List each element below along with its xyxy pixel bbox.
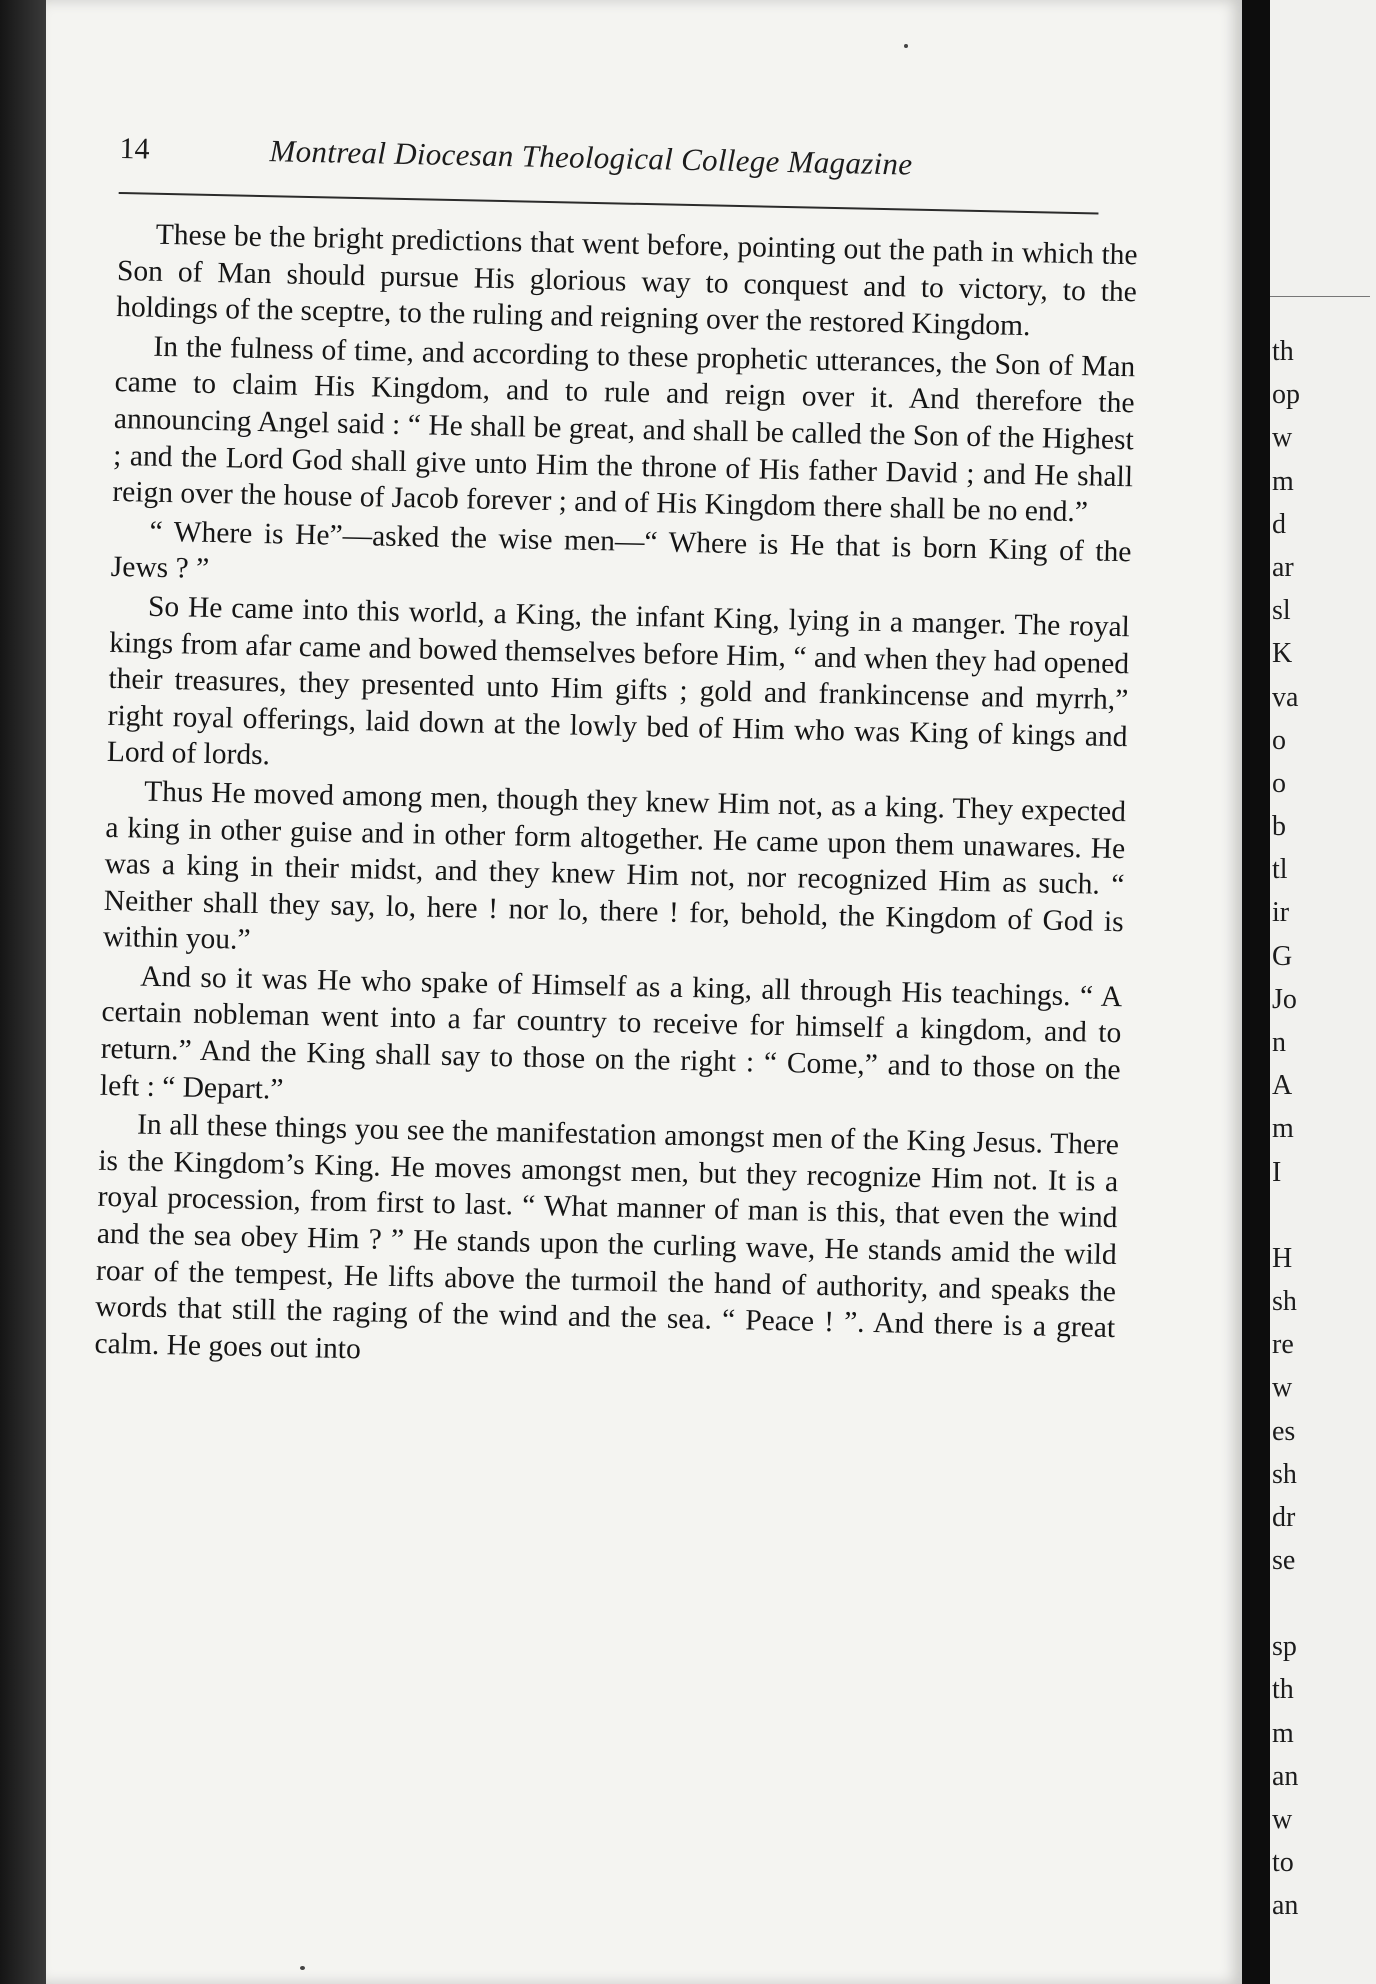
running-title: Montreal Diocesan Theological College Magazine [269, 133, 913, 182]
scan-speck [300, 1966, 305, 1970]
facing-page-fragment: to [1272, 1847, 1294, 1879]
facing-page-fragment: K [1272, 638, 1293, 670]
facing-page-rule [1270, 296, 1370, 297]
facing-page-fragment: sl [1272, 595, 1291, 627]
facing-page-fragment: sh [1272, 1285, 1297, 1317]
facing-page-fragment: w [1272, 1372, 1293, 1404]
page-content [94, 130, 1140, 1385]
facing-page-fragment: o [1272, 724, 1286, 756]
facing-page-fragment: m [1272, 465, 1294, 497]
facing-page-fragment: G [1272, 940, 1293, 972]
facing-page-fragment: m [1272, 1717, 1294, 1749]
facing-page-fragment: an [1272, 1760, 1299, 1792]
facing-page-fragment: re [1272, 1329, 1294, 1361]
facing-page-fragment: tl [1272, 854, 1288, 886]
facing-page-fragment: se [1272, 1545, 1296, 1577]
facing-page-fragment: o [1272, 767, 1286, 799]
facing-page-fragment: m [1272, 1113, 1294, 1145]
facing-page-fragment: th [1272, 1674, 1294, 1706]
facing-page-fragment: sp [1272, 1631, 1297, 1663]
facing-page-fragment: d [1272, 508, 1286, 540]
facing-page-fragment: an [1272, 1890, 1299, 1922]
facing-page-fragment: va [1272, 681, 1299, 713]
paragraph: These be the bright predictions that went before, pointing out the path in which the Son of Man should pursue His glorious way to conquest and to victory, to the holdings of the sceptre, to the ruling and reigning over the restored Kingdom. [115, 218, 1138, 343]
facing-page-fragment: w [1272, 422, 1293, 454]
header-rule [119, 192, 1099, 215]
facing-page-fragment: I [1272, 1156, 1282, 1188]
facing-page-fragment: w [1272, 1804, 1293, 1835]
facing-page-fragment: ar [1272, 551, 1294, 583]
paragraph: Thus He moved among men, though they knew Him not, as a king. They expected a king in other guise and in other form altogether. He came upon them unawares. He was a king in their midst, and they knew Him not, nor recognized Him as such. “ Neither shall they say, lo, here ! nor lo, there ! for, behold, the Kingdom of God is within you.” [102, 775, 1127, 957]
facing-page-fragment: ir [1272, 897, 1290, 929]
facing-page-fragment: es [1272, 1415, 1296, 1447]
facing-page-fragment: sh [1272, 1458, 1297, 1490]
paragraph: In all these things you see the manifestation amongst men of the King Jesus. There is the Kingdom’s King. He moves amongst men, but they recognize Him not. It is a royal procession, from first to last. “ What manner of man is this, that even the wind and the sea obey Him ? ” He stands upon the curling wave, He stands amid the wild roar of the tempest, He lifts above the turmoil the hand of authority, and speaks the words that still the raging of the wind and the sea. “ Peace ! ”. And there is a great calm. He goes out into [94, 1108, 1120, 1366]
facing-page-fragment: dr [1272, 1501, 1296, 1533]
scan-speck [904, 44, 908, 48]
facing-page-fragment: th [1272, 336, 1294, 367]
facing-page-fragment [1272, 1582, 1372, 1625]
book-gutter [1242, 0, 1270, 1984]
facing-page-fragment [1272, 1194, 1372, 1237]
facing-page-fragment: n [1272, 1027, 1286, 1058]
paragraph: So He came into this world, a King, the infant King, lying in a manger. The royal kings from afar came and bowed themselves before Him, “ and when they had opened their treasures, they presented unto Him gifts ; gold and frankincense and myrrh,” right royal offerings, laid down at the lowly bed of Him who was King of kings and Lord of lords. [106, 590, 1131, 772]
book-page-right [1270, 0, 1376, 1984]
facing-page-text [1272, 330, 1372, 1928]
paragraph: And so it was He who spake of Himself as a king, all through His teachings. “ A certain nobleman went into a far country to receive for himself a kingdom, and to return.” And the King shall say to those on the right : “ Come,” and to those on the left : “ Depart.” [99, 960, 1123, 1106]
facing-page-fragment: H [1272, 1242, 1293, 1274]
facing-page-fragment: A [1272, 1070, 1293, 1102]
paragraph: In the fulness of time, and according to these prophetic utterances, the Son of Man came to claim His Kingdom, and to rule and reign over it. And therefore the announcing Angel said : “ He shall be great, and shall be called the Son of the Highest ; and the Lord God shall give unto Him the throne of His father David ; and He shall reign over the house of Jacob forever ; and of His Kingdom there shall be no end.” [112, 330, 1136, 529]
paragraph: “ Where is He”—asked the wise men—“ Where is He that is born King of the Jews ? ” [110, 515, 1132, 586]
facing-page-fragment: Jo [1272, 983, 1297, 1015]
facing-page-fragment: b [1272, 811, 1286, 843]
page-number: 14 [119, 131, 150, 166]
article-body [94, 216, 1138, 1384]
facing-page-fragment: op [1272, 379, 1300, 411]
scan-edge-left [0, 0, 46, 1984]
